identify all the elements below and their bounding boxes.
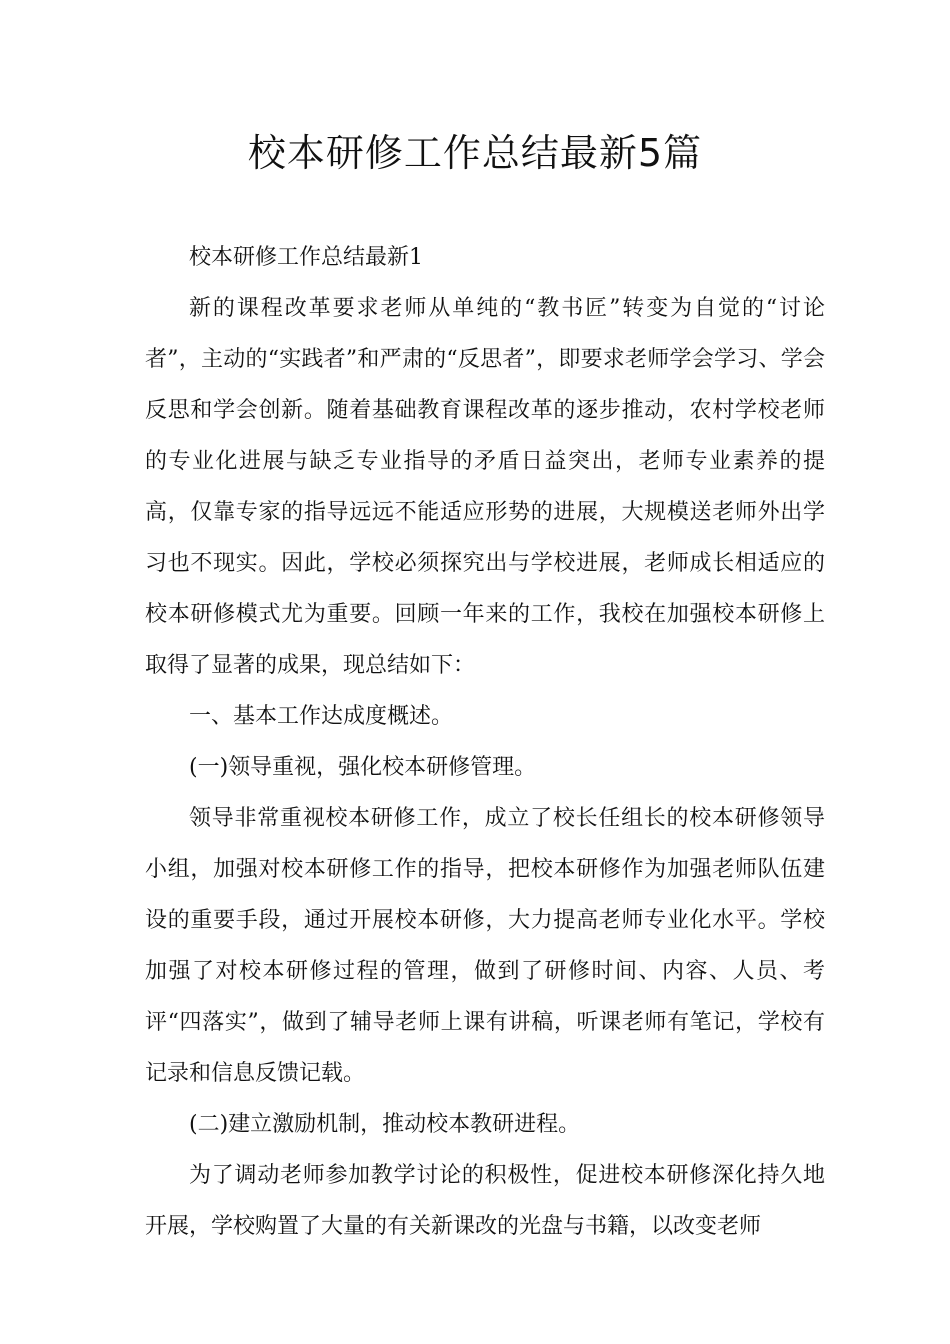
heading-incentive: (二)建立激励机制，推动校本教研进程。 [189, 1112, 581, 1137]
paragraph-incentive: 为了调动老师参加教学讨论的积极性，促进校本研修深化持久地开展，学校购置了大量的有关新课改的光盘与书籍，以改变老师 [145, 1163, 825, 1239]
heading-leadership: (一)领导重视，强化校本研修管理。 [189, 755, 537, 780]
document-title: 校本研修工作总结最新5篇 [247, 131, 703, 175]
paragraph-intro: 新的课程改革要求老师从单纯的“教书匠”转变为自觉的“讨论者”，主动的“实践者”和严肃的“反思者”，即要求老师学会学习、学会反思和学会创新。随着基础教育课程改革的逐步推动，农村学校老师的专业化进展与缺乏专业指导的矛盾日益突出，老师专业素养的提高，仅靠专家的指导远远不能适应形势的进展，大规模送老师外出学习也不现实。因此，学校必须探究出与学校进展，老师成长相适应的校本研修模式尤为重要。回顾一年来的工作，我校在加强校本研修上取得了显著的成果，现总结如下： [145, 296, 825, 678]
document-body [145, 232, 825, 1252]
paragraph-leadership: 领导非常重视校本研修工作，成立了校长任组长的校本研修领导小组，加强对校本研修工作的指导，把校本研修作为加强老师队伍建设的重要手段，通过开展校本研修，大力提高老师专业化水平。学校加强了对校本研修过程的管理，做到了研修时间、内容、人员、考评“四落实”，做到了辅导老师上课有讲稿，听课老师有笔记，学校有记录和信息反馈记载。 [145, 806, 825, 1086]
section-subtitle: 校本研修工作总结最新1 [189, 245, 423, 270]
heading-overview: 一、基本工作达成度概述。 [189, 704, 454, 729]
